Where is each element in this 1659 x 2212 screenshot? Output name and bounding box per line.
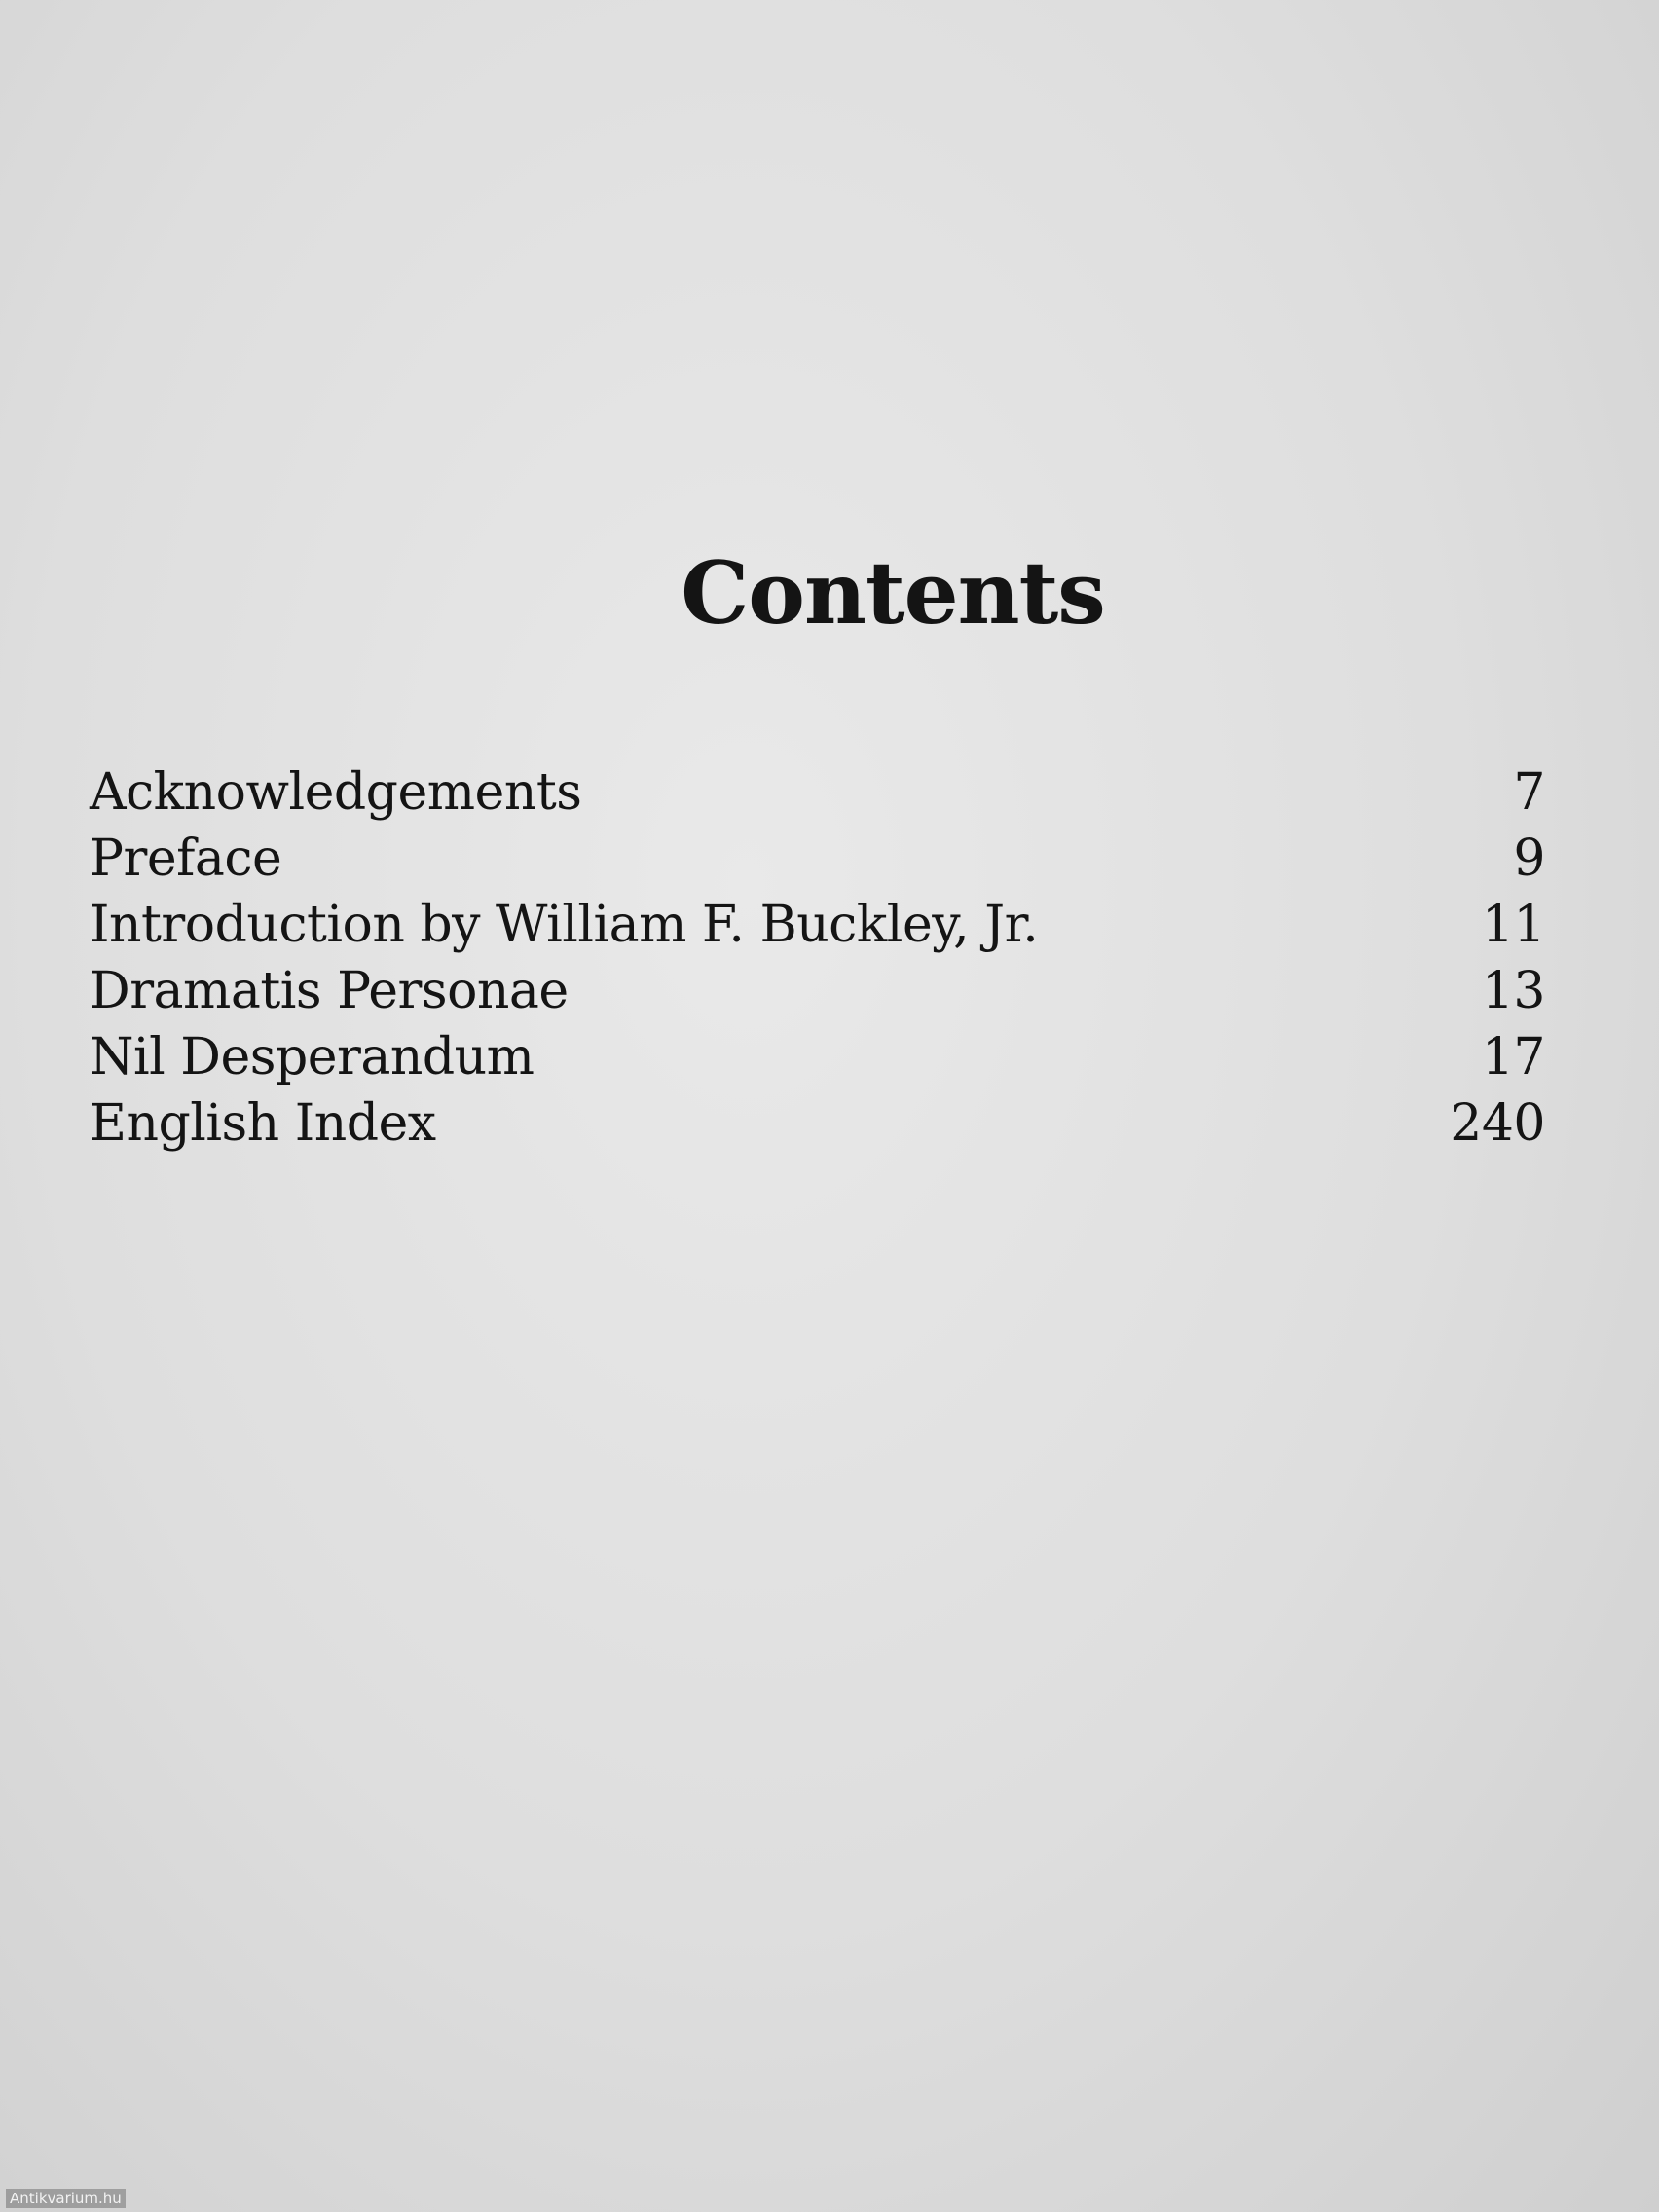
toc-entry-page: 17 bbox=[1481, 1028, 1545, 1087]
toc-entry-introduction bbox=[90, 892, 1545, 958]
toc-entry-title: English Index bbox=[90, 1094, 436, 1153]
toc-entry-preface bbox=[90, 826, 1545, 892]
toc-entry-page: 240 bbox=[1450, 1094, 1545, 1153]
toc-entry-page: 7 bbox=[1513, 763, 1545, 822]
toc-entry-title: Preface bbox=[90, 830, 282, 888]
toc-entry-dramatis-personae bbox=[90, 958, 1545, 1024]
toc-entry-page: 13 bbox=[1481, 962, 1545, 1020]
toc-entry-title: Acknowledgements bbox=[90, 763, 582, 822]
watermark: Antikvarium.hu bbox=[6, 2189, 126, 2208]
toc-entry-nil-desperandum bbox=[90, 1024, 1545, 1090]
toc-entry-english-index bbox=[90, 1090, 1545, 1157]
toc-entry-title: Dramatis Personae bbox=[90, 962, 569, 1020]
toc-entry-acknowledgements bbox=[90, 759, 1545, 826]
page-title: Contents bbox=[681, 541, 1105, 644]
toc-entry-page: 11 bbox=[1481, 896, 1545, 954]
table-of-contents bbox=[90, 759, 1545, 1157]
toc-entry-page: 9 bbox=[1513, 830, 1545, 888]
toc-entry-title: Nil Desperandum bbox=[90, 1028, 535, 1087]
toc-entry-title: Introduction by William F. Buckley, Jr. bbox=[90, 896, 1039, 954]
